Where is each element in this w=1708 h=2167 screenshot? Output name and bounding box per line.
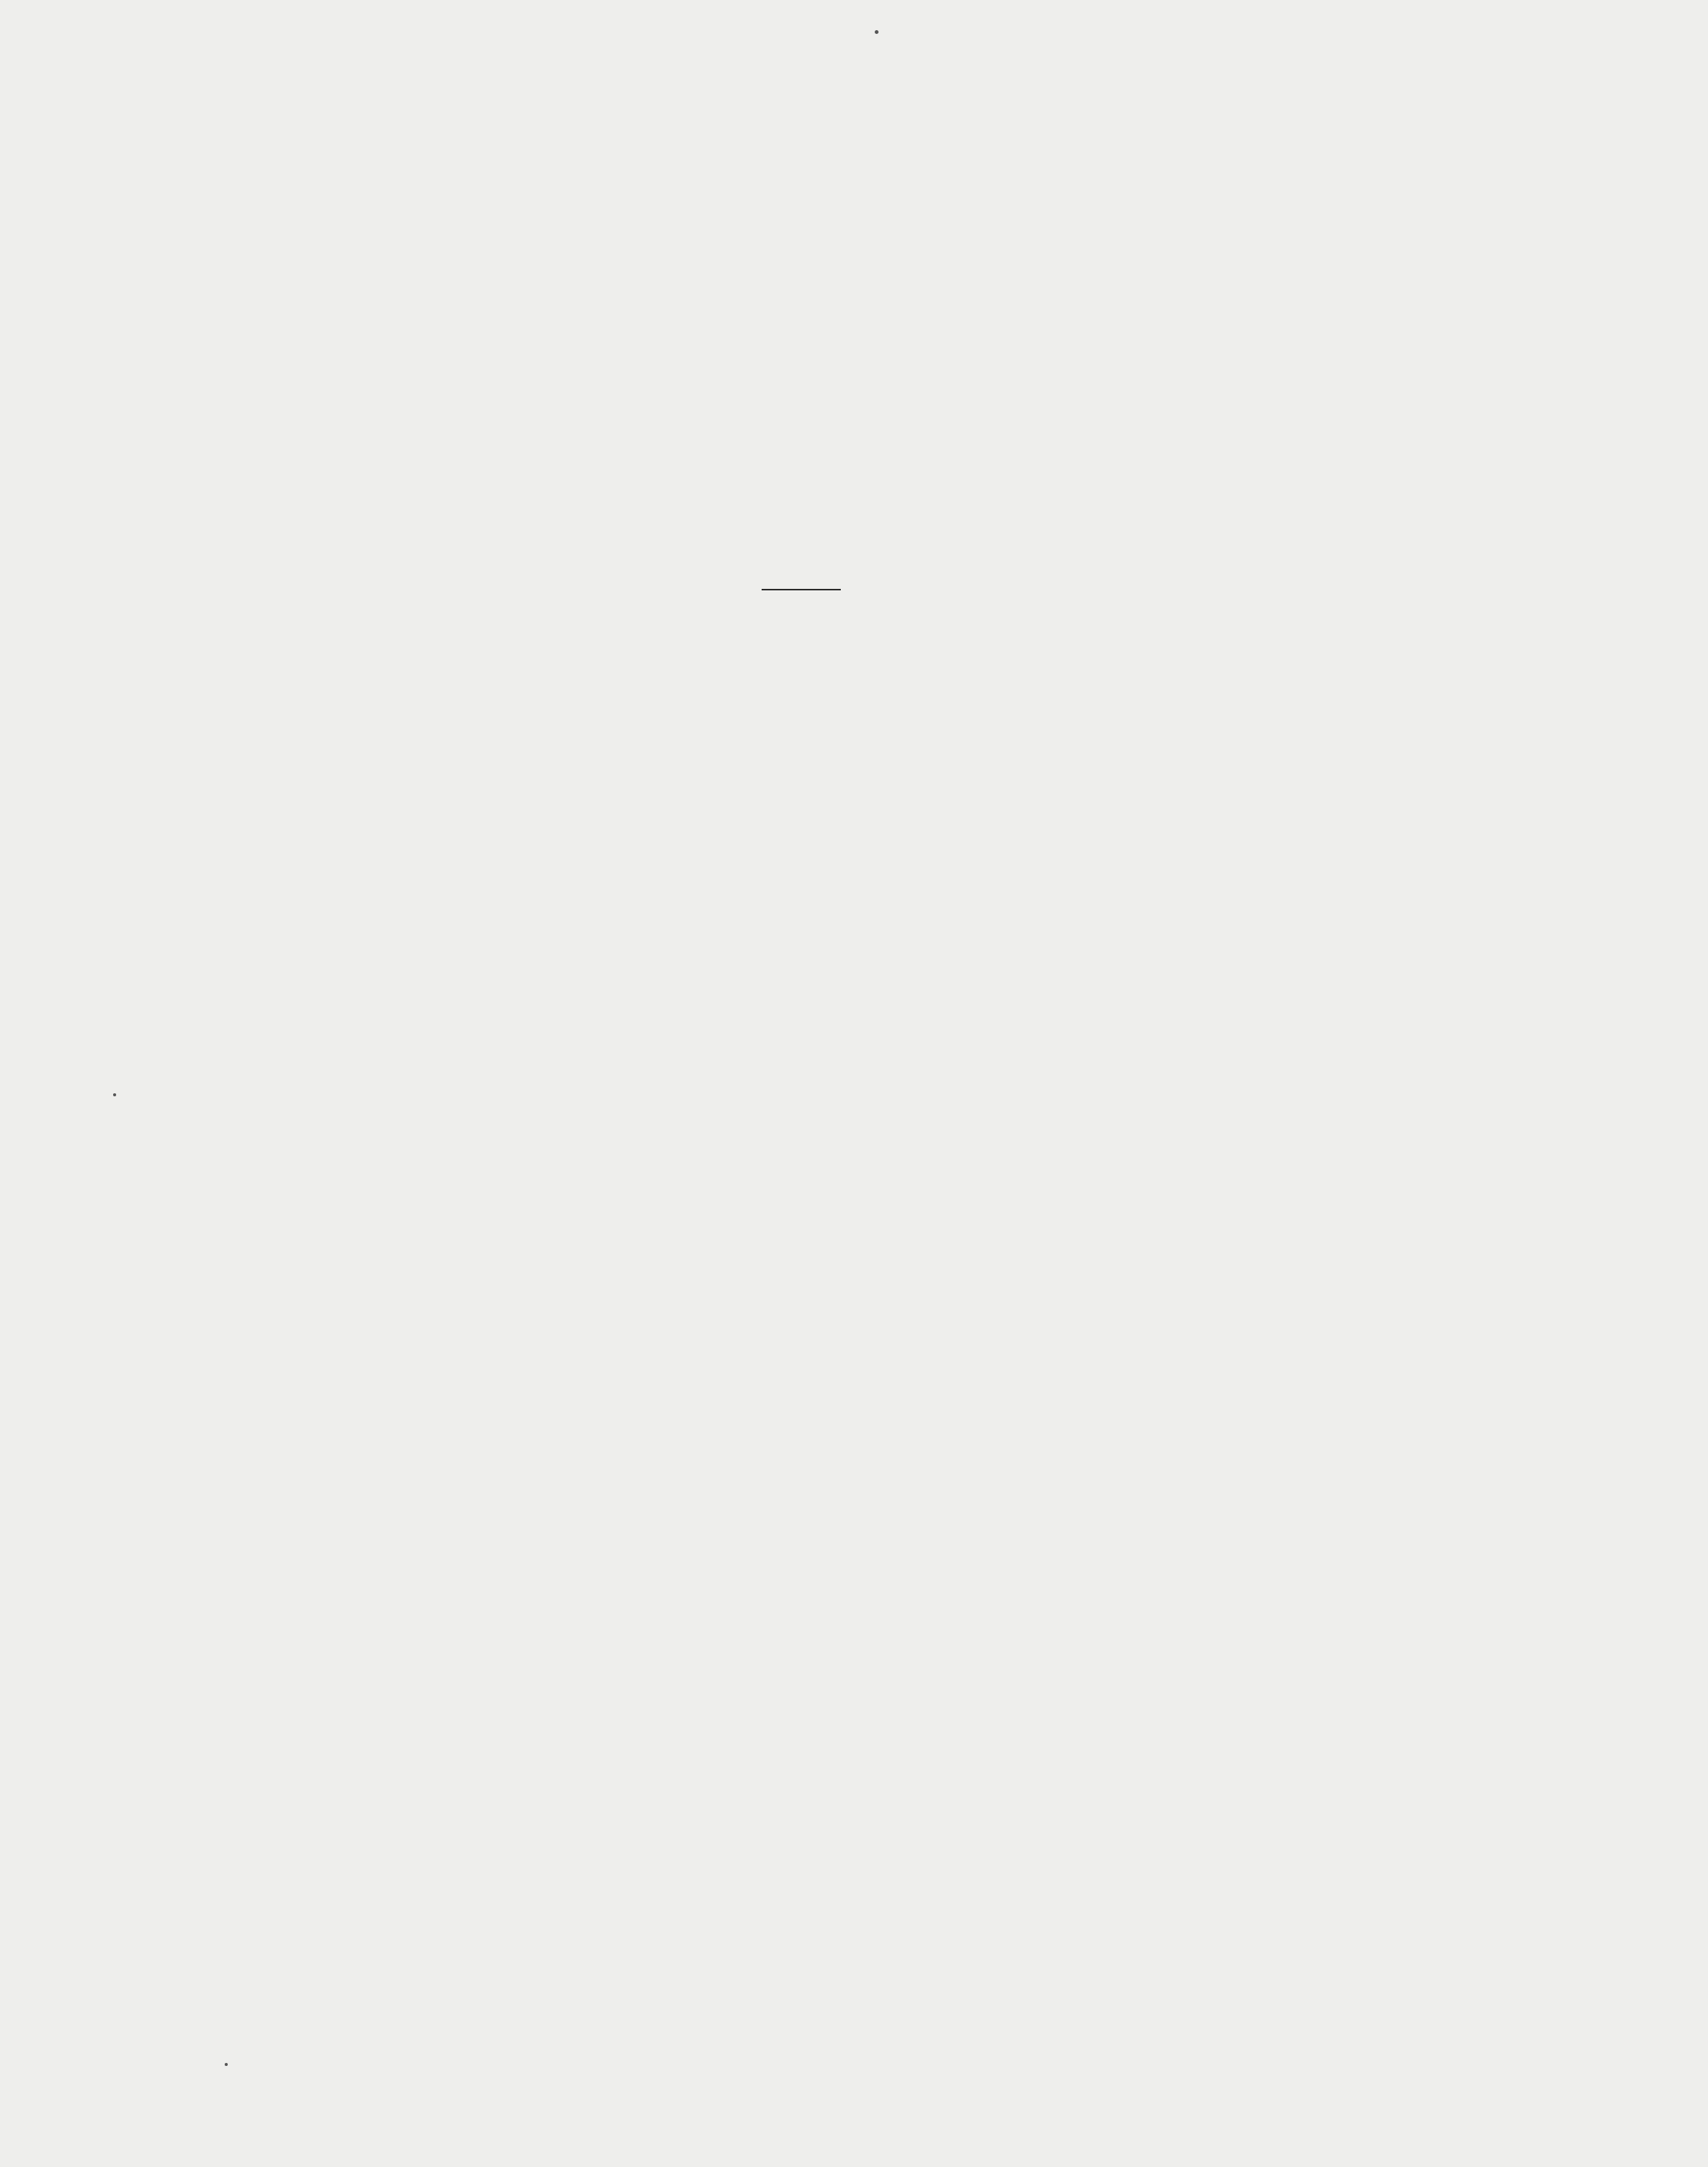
title-rule [762,589,841,590]
ink-speck [225,2063,228,2066]
ink-speck [875,30,879,34]
ink-speck [113,1093,116,1096]
